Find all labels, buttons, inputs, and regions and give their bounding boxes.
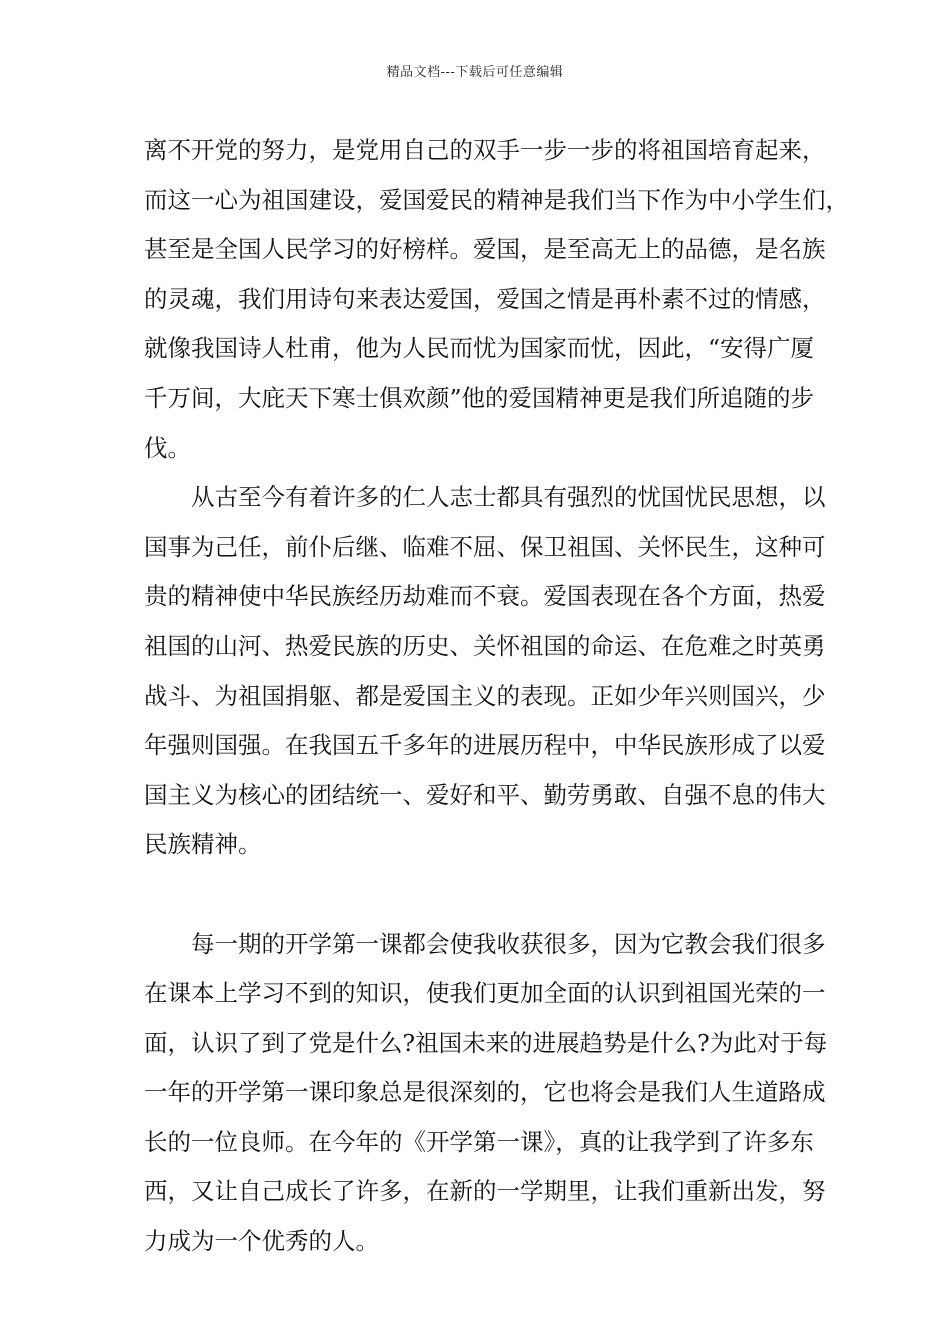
text-line: 千万间，大庇天下寒士俱欢颜”他的爱国精神更是我们所追随的步	[144, 383, 815, 412]
text-line: 国事为己任，前仆后继、临难不屈、保卫祖国、关怀民生，这种可	[144, 532, 826, 561]
text-line: 就像我国诗人杜甫，他为人民而忧为国家而忧，因此，“安得广厦	[144, 334, 815, 363]
text-line: 伐。	[144, 433, 191, 462]
text-line: 的灵魂，我们用诗句来表达爱国，爱国之情是再朴素不过的情感，	[144, 284, 826, 313]
text-line: 而这一心为祖国建设，爱国爱民的精神是我们当下作为中小学生们，	[144, 185, 849, 214]
page-header: 精品文档---下载后可任意编辑	[386, 65, 564, 80]
text-line	[144, 870, 808, 920]
document-body	[144, 126, 849, 1267]
text-line: 年强则国强。在我国五千多年的进展历程中，中华民族形成了以爱	[144, 731, 826, 760]
text-line: 西，又让自己成长了许多，在新的一学期里，让我们重新出发，努	[144, 1177, 826, 1206]
text-line: 战斗、为祖国捐躯、都是爱国主义的表现。正如少年兴则国兴，少	[144, 681, 826, 710]
text-line: 贵的精神使中华民族经历劫难而不衰。爱国表现在各个方面，热爱	[144, 582, 826, 611]
text-line: 面，认识了到了党是什么?祖国未来的进展趋势是什么?为此对于每	[144, 1028, 828, 1057]
text-line: 民族精神。	[144, 830, 262, 859]
text-line: 甚至是全国人民学习的好榜样。爱国，是至高无上的品德，是名族	[144, 235, 826, 264]
text-line: 一年的开学第一课印象总是很深刻的，它也将会是我们人生道路成	[144, 1078, 826, 1107]
text-line: 长的一位良师。在今年的《开学第一课》，真的让我学到了许多东	[144, 1127, 814, 1156]
text-line: 在课本上学习不到的知识，使我们更加全面的认识到祖国光荣的一	[144, 979, 826, 1008]
text-line: 力成为一个优秀的人。	[144, 1227, 379, 1256]
paragraph-3	[144, 920, 828, 1267]
text-line: 祖国的山河、热爱民族的历史、关怀祖国的命运、在危难之时英勇	[144, 631, 826, 660]
text-line: 离不开党的努力，是党用自己的双手一步一步的将祖国培育起来，	[144, 136, 826, 164]
text-line: 从古至今有着许多的仁人志士都具有强烈的忧国忧民思想，以	[191, 483, 826, 512]
paragraph-2	[144, 473, 826, 919]
text-line: 每一期的开学第一课都会使我收获很多，因为它教会我们很多	[191, 929, 826, 958]
paragraph-1	[144, 126, 849, 473]
text-line: 国主义为核心的团结统一、爱好和平、勤劳勇敢、自强不息的伟大	[144, 780, 826, 809]
